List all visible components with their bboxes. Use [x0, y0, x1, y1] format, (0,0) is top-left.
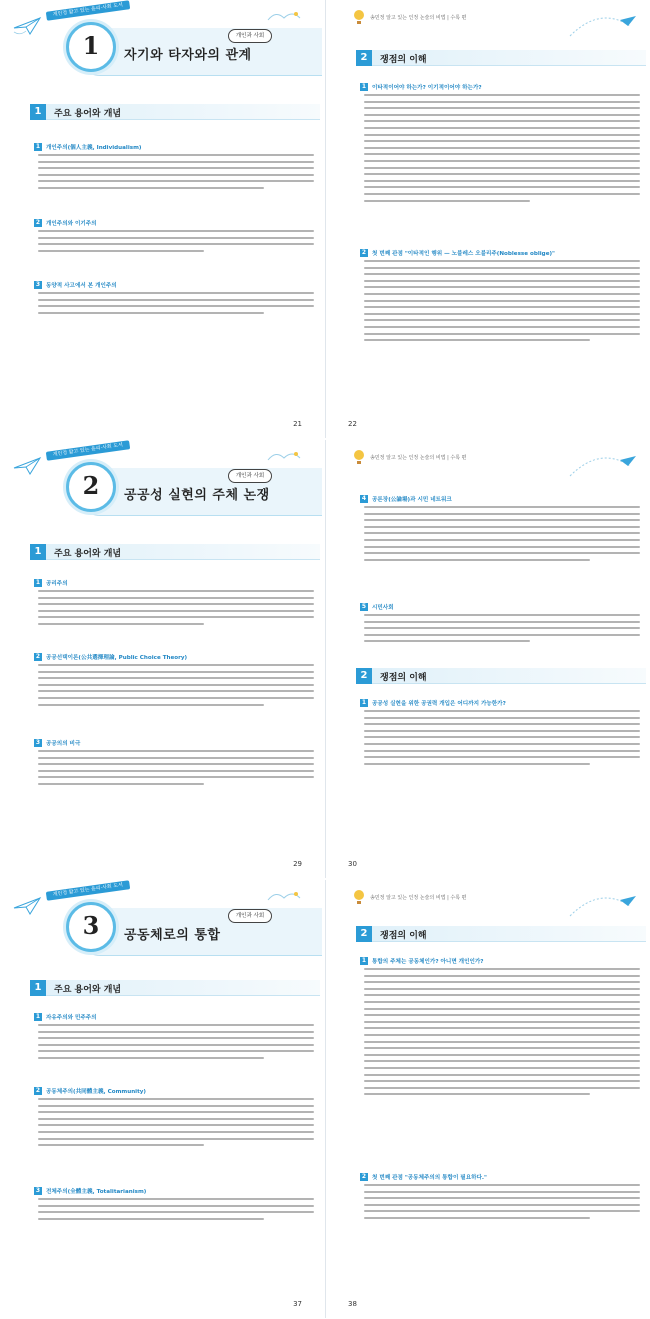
item-title: 전체주의(全體主義, Totalitarianism) [46, 1188, 147, 1195]
section-title: 쟁점의 이해 [380, 55, 427, 65]
issue-item [360, 956, 640, 1100]
page-number: 21 [293, 420, 302, 428]
term-item [34, 738, 314, 790]
section-title: 주요 용어와 개념 [54, 549, 122, 559]
page-number: 30 [348, 860, 357, 868]
section-title: 쟁점의 이해 [380, 931, 427, 941]
item-number: 1 [35, 142, 41, 150]
page-right [330, 0, 650, 438]
item-number: 1 [35, 578, 41, 586]
section-header [30, 980, 320, 996]
series-ribbon: 개인정 앎고 있는 윤리·사회 도서 [46, 440, 130, 461]
issue-item [360, 82, 640, 206]
item-body-text [360, 710, 640, 765]
page-number: 37 [293, 1300, 302, 1308]
item-title: 시민사회 [372, 604, 394, 611]
item-title: 공공의의 비극 [46, 740, 81, 747]
term-item [360, 494, 640, 565]
item-title: 통합의 주체는 공동체인가? 아니면 개인인가? [372, 958, 484, 965]
bird-doodle-icon [264, 6, 304, 30]
item-body-text [360, 968, 640, 1095]
page-left [4, 440, 324, 878]
paper-plane-icon [12, 456, 42, 476]
item-title: 자유주의와 민주주의 [46, 1014, 97, 1021]
chapter-badge: 개인과 사회 [228, 29, 272, 43]
item-body-text [34, 1024, 314, 1059]
term-item [34, 1086, 314, 1151]
page-right [330, 440, 650, 878]
running-header-text: 송민정 알고 있는 인정 논술의 비법 | 수록 편 [370, 895, 467, 901]
section-number: 2 [356, 926, 372, 942]
chapter-number-circle [66, 22, 116, 72]
spread-2 [0, 440, 650, 878]
issue-item [360, 698, 640, 769]
item-number: 1 [35, 1012, 41, 1020]
chapter-number-circle [66, 902, 116, 952]
section-number: 2 [356, 50, 372, 66]
paper-plane-icon [12, 16, 42, 36]
term-item [34, 142, 314, 194]
section-header [356, 50, 646, 66]
chapter-title: 공공성 실현의 주체 논쟁 [124, 488, 270, 503]
page-number: 22 [348, 420, 357, 428]
item-body-text [360, 1184, 640, 1219]
page-right [330, 880, 650, 1318]
chapter-badge: 개인과 사회 [228, 469, 272, 483]
hot-air-balloon-icon [350, 448, 368, 466]
running-header-text: 송민정 알고 있는 인정 논술의 비법 | 수록 편 [370, 455, 467, 461]
term-item [34, 1012, 314, 1064]
chapter-header [4, 0, 324, 88]
item-title: 공동체주의(共同體主義, Community) [46, 1088, 146, 1095]
item-body-text [34, 292, 314, 314]
term-item [34, 280, 314, 318]
section-header [356, 926, 646, 942]
item-number: 2 [361, 1172, 367, 1180]
issue-item [360, 248, 640, 346]
running-header-text: 송민정 알고 있는 인정 논술의 비법 | 수록 편 [370, 15, 467, 21]
chapter-number: 3 [82, 911, 100, 940]
item-number: 2 [361, 248, 367, 256]
spread-3 [0, 880, 650, 1318]
bird-doodle-icon [264, 446, 304, 470]
term-item [360, 602, 640, 647]
chapter-number-circle [66, 462, 116, 512]
item-body-text [34, 1098, 314, 1146]
section-header [356, 668, 646, 684]
item-number: 4 [361, 494, 367, 502]
item-body-text [360, 614, 640, 642]
chapter-header [4, 440, 324, 528]
item-title: 공공성 실현을 위한 공권력 개입은 어디까지 가능한가? [372, 700, 506, 707]
item-number: 1 [361, 82, 367, 90]
section-number: 2 [356, 668, 372, 684]
chapter-title: 자기와 타자와의 관계 [124, 48, 252, 63]
airplane-doodle-icon [560, 446, 640, 486]
chapter-number: 2 [82, 471, 100, 500]
section-number: 1 [30, 980, 46, 996]
chapter-title: 공동체로의 통합 [124, 928, 221, 943]
item-title: 이타적이어야 하는가? 이기적이어야 하는가? [372, 84, 482, 91]
gutter-divider [325, 880, 326, 1318]
series-ribbon: 개인정 앎고 있는 윤리·사회 도서 [46, 0, 130, 21]
section-title: 쟁점의 이해 [380, 673, 427, 683]
section-header [30, 104, 320, 120]
item-title: 개인주의(個人主義, Individualism) [46, 144, 142, 151]
item-title: 첫 번째 관점 "이타적인 행위 — 노블레스 오블리주(Noblesse oblige)" [372, 250, 555, 257]
running-header [330, 14, 650, 28]
section-number: 1 [30, 104, 46, 120]
item-number: 2 [35, 218, 41, 226]
page-left [4, 880, 324, 1318]
item-title: 동양적 사고에서 본 개인주의 [46, 282, 117, 289]
page-number: 38 [348, 1300, 357, 1308]
item-number: 3 [35, 738, 41, 746]
issue-item [360, 1172, 640, 1224]
item-body-text [34, 230, 314, 252]
term-item [34, 218, 314, 256]
item-body-text [360, 94, 640, 202]
running-header [330, 454, 650, 468]
term-item [34, 1186, 314, 1224]
gutter-divider [325, 440, 326, 878]
spread-1 [0, 0, 650, 438]
chapter-number: 1 [82, 31, 100, 60]
term-item [34, 652, 314, 710]
item-title: 공리주의 [46, 580, 68, 587]
section-number: 1 [30, 544, 46, 560]
item-title: 공공선택이론(公共選擇理論, Public Choice Theory) [46, 654, 188, 661]
gutter-divider [325, 0, 326, 438]
paper-plane-icon [12, 896, 42, 916]
chapter-badge: 개인과 사회 [228, 909, 272, 923]
item-title: 공론장(公論場)과 시민 네트워크 [372, 496, 452, 503]
item-body-text [34, 750, 314, 785]
item-number: 1 [361, 956, 367, 964]
airplane-doodle-icon [560, 886, 640, 926]
section-header [30, 544, 320, 560]
item-number: 2 [35, 652, 41, 660]
item-body-text [360, 260, 640, 341]
item-body-text [34, 590, 314, 625]
item-body-text [34, 1198, 314, 1220]
section-title: 주요 용어와 개념 [54, 109, 122, 119]
page-number: 29 [293, 860, 302, 868]
item-title: 개인주의와 이기주의 [46, 220, 97, 227]
item-number: 2 [35, 1086, 41, 1094]
section-title: 주요 용어와 개념 [54, 985, 122, 995]
airplane-doodle-icon [560, 6, 640, 46]
chapter-header [4, 880, 324, 968]
item-body-text [34, 664, 314, 706]
running-header [330, 894, 650, 908]
item-number: 3 [35, 280, 41, 288]
page-left [4, 0, 324, 438]
item-number: 5 [361, 602, 367, 610]
term-item [34, 578, 314, 630]
hot-air-balloon-icon [350, 888, 368, 906]
item-body-text [34, 154, 314, 189]
item-body-text [360, 506, 640, 561]
item-title: 첫 번째 관점 "공동체주의의 통합이 필요하다." [372, 1174, 487, 1181]
bird-doodle-icon [264, 886, 304, 910]
hot-air-balloon-icon [350, 8, 368, 26]
item-number: 1 [361, 698, 367, 706]
item-number: 3 [35, 1186, 41, 1194]
series-ribbon: 개인정 앎고 있는 윤리·사회 도서 [46, 880, 130, 901]
